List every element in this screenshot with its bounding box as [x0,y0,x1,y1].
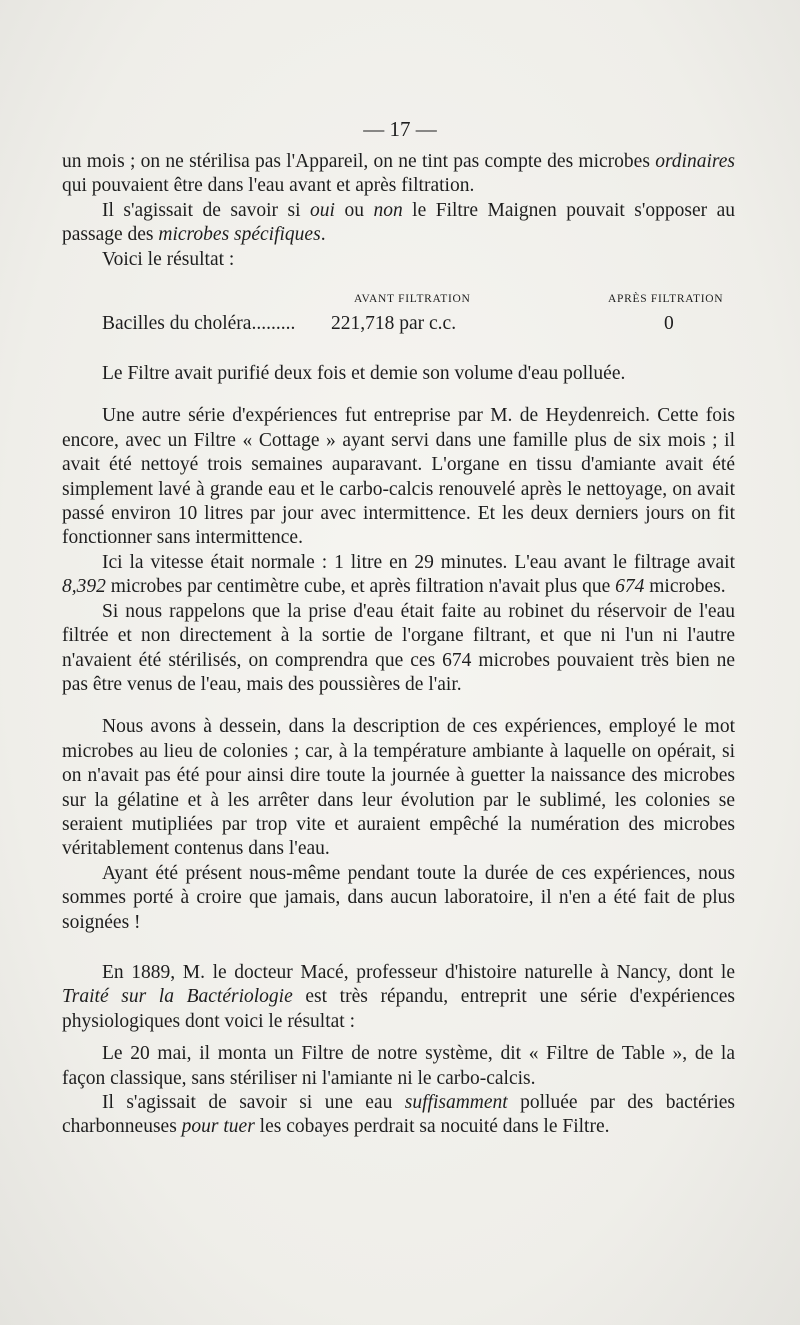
row-label: Bacilles du choléra......... [102,313,296,335]
paragraph: Le 20 mai, il monta un Filtre de notre système, dit « Filtre de Table », de la façon classique, sans stériliser ni l'amiante ni le carbo-calcis. [62,1043,735,1089]
italic-run: 8,392 [62,576,106,598]
italic-run: 674 [615,576,645,598]
header-before: AVANT FILTRATION [354,293,471,306]
paragraph [62,150,735,199]
paragraph: Une autre série d'expériences fut entreprise par M. de Heydenreich. Cette fois encore, avec un Filtre « Cottage » ayant servi dans une famille plus de six mois ; il avait été nettoyé trois semaines auparavant. L'organe en tissu d'amiante avait été simplement lavé à grande eau et le carbo-calcis renouvelé après le nettoyage, on avait passé environ 10 litres par jour avec intermittence. Et les deux derniers jours on fit fonctionner sans intermittence. [62,405,735,549]
text-run: microbes. [644,576,726,598]
text-run: En 1889, M. le docteur Macé, professeur d'histoire naturelle à Nancy, dont le [102,961,735,983]
text-run: un mois ; on ne stérilisa pas l'Appareil, on ne tint pas compte des microbes [62,151,656,172]
paragraph: Nous avons à dessein, dans la description de ces expériences, employé le mot microbes au lieu de colonies ; car, à la température ambiante à laquelle on opérait, si on n'avait pas été pour ainsi dire toute la journée à guetter la naissance des microbes sur la gélatine et à les arrêter dans leur évolution par le sublimé, les colonies se seraient mutipliées par trop vite et auraient empêché la numération des microbes véritablement contenus dans l'eau. [62,716,735,860]
paragraph: Ayant été présent nous-même pendant toute la durée de ces expériences, nous sommes porté à croire que jamais, dans aucun laboratoire, il n'en a été fait de plus soignées ! [62,862,735,933]
text-run: microbes par centimètre cube, et après filtration n'avait plus que [105,576,616,598]
italic-run: ordinaires [655,151,735,172]
paragraph: Si nous rappelons que la prise d'eau était faite au robinet du réservoir de l'eau filtrée et non directement à la sortie de l'organe filtrant, et que ni l'un ni l'autre n'avaient été stérilisés, on comprendra que ces 674 microbes pouvaient très bien ne pas être venus de l'eau, mais des poussières de l'air. [62,600,735,695]
italic-run: oui [310,199,335,221]
italic-run: pour tuer [181,1116,255,1138]
text-run: Ici la vitesse était normale : 1 litre en 29 minutes. L'eau avant le filtrage avait [102,551,735,573]
paragraph [62,961,735,1034]
paragraph [62,551,735,600]
text-run: le Filtre Maignen pouvait s'opposer au passage des [62,199,736,246]
page-number: — 17 — [363,117,437,141]
paragraph [62,199,735,248]
italic-run: microbes spécifiques [158,224,321,246]
paragraph: Voici le résultat : [102,248,235,270]
italic-run: suffisamment [404,1092,508,1113]
text-run: Il s'agissait de savoir si une eau [102,1092,405,1113]
text-run: ou [334,199,374,221]
text-run: Il s'agissait de savoir si [102,199,311,221]
text-run: qui pouvaient être dans l'eau avant et après filtration. [62,175,475,197]
paragraph: Le Filtre avait purifié deux fois et demie son volume d'eau polluée. [102,363,626,385]
italic-run: Traité sur la Bactériologie [62,986,293,1008]
paragraph [62,1091,735,1140]
italic-run: non [373,199,403,221]
text-run: est très répandu, entreprit une série d'expériences physiologiques dont voici le résultat : [62,986,735,1032]
body-text [62,150,735,1140]
value-before: 221,718 par c.c. [331,313,457,335]
header-after: APRÈS FILTRATION [608,293,724,306]
text-run: polluée par des bactéries charbonneuses [62,1092,735,1138]
text-run: les cobayes perdrait sa nocuité dans le Filtre. [254,1116,610,1138]
results-table [62,280,735,362]
value-after: 0 [664,313,674,335]
text-run: . [320,224,326,246]
